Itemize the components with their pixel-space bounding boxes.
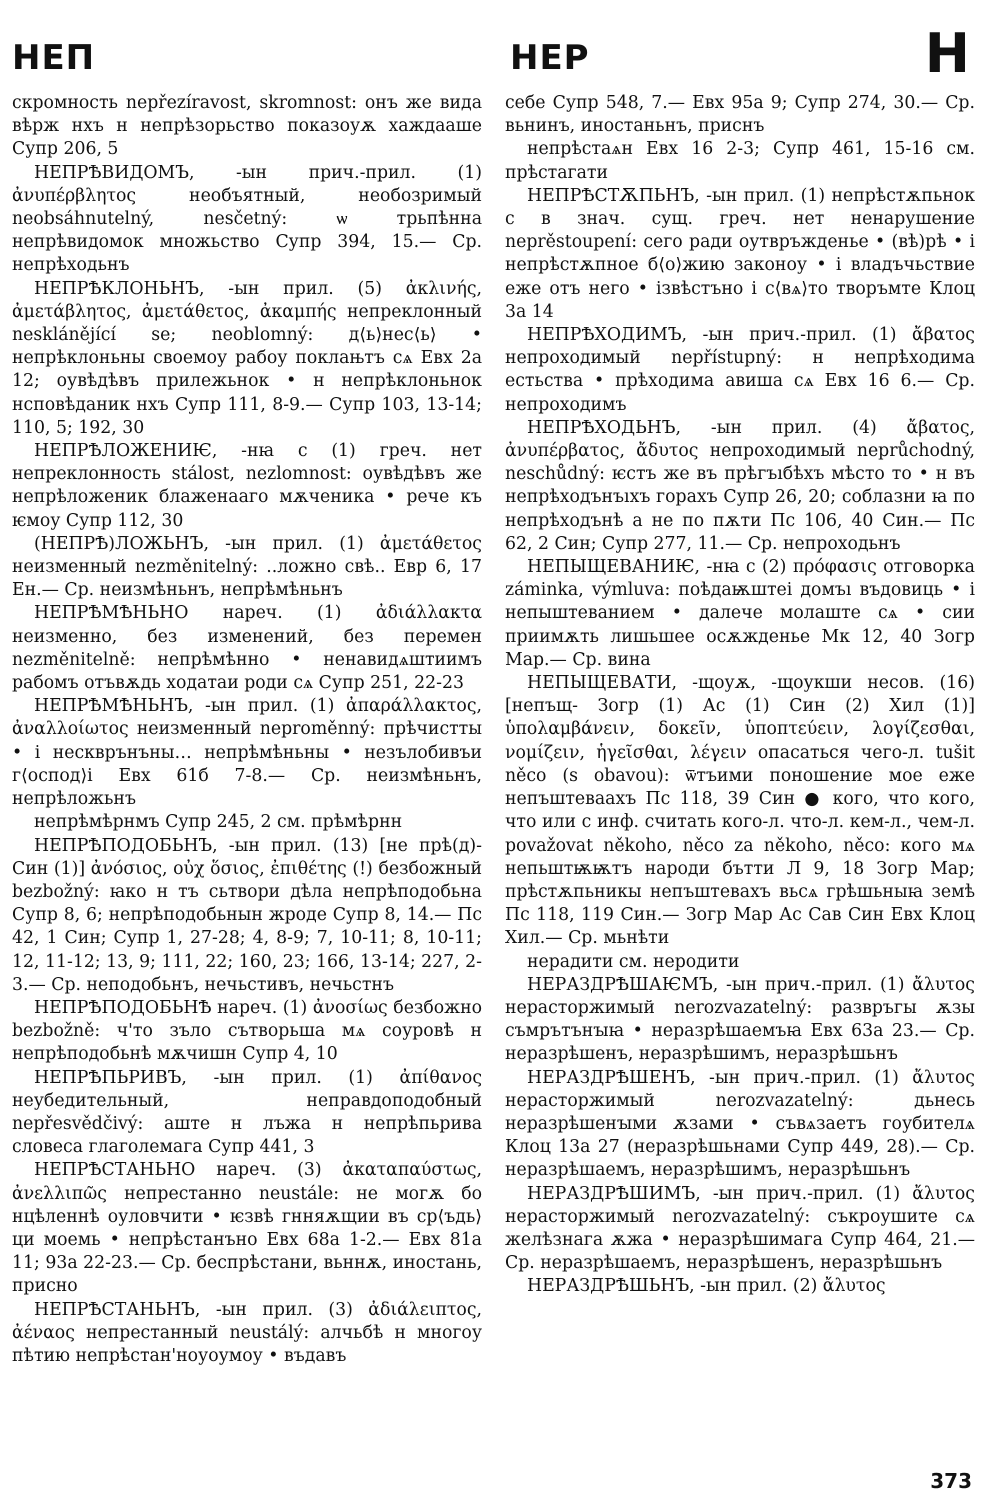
dictionary-entry: НЕПРѢСТѪПЬНЪ, -ын прил. (1) непрѣстѫпьнок с в знач. сущ. греч. нет ненарушение neprěstoupení: сего ради оутвръжденье • (вѣ)рѣ • і непрѣстѫпное б⟨о⟩жию законоу • і владъчьствие еже отъ него • ізвѣстъно і с⟨вѧ⟩то творъмте Клоц 3а 14 <box>505 185 975 322</box>
dictionary-entry: НЕПРѢМѢНЬНО нареч. (1) ἀδιάλλακτα неизменно, без изменений, без перемен nezměnitelně: непрѣмѣнно • ненавидѧштиимъ рабомъ отъвѫдь ходатаи роди сѧ Супр 251, 22-23 <box>12 603 482 694</box>
dictionary-entry: нерадити см. неродити <box>527 951 740 972</box>
dictionary-entry: непрѣмѣрнмъ Супр 245, 2 см. прѣмѣрнн <box>34 812 403 833</box>
dictionary-entry: НЕПРѢКЛОНЬНЪ, -ын прил. (5) ἀκλινής, ἀμετάβλητος, ἀμετάθετος, ἀκαμπής непреклонный neskláněјící se; neoblomný: д⟨ь⟩нес⟨ь⟩ • непрѣклоньны своемоу рабоу поклањтъ сѧ Евх 2а 12; оувѣдѣвъ прилежьнок • н непрѣклоньнок нсповѣданик нхъ Супр 111, 8-9.— Супр 103, 13-14; 110, 5; 192, 30 <box>12 278 482 438</box>
dictionary-entry: НЕПРѢСТАНЬНО нареч. (3) ἀκαταπαύστως, ἀνελλιπῶς непрестанно neustále: не могѫ бо нцѣленнѣ оуловчити • ѥзвѣ гнняѫщии въ ср⟨ъдь⟩ци моемь • непрѣстанъно Евх 68а 1-2.— Евх 81а 11; 93а 22-23.— Ср. беспрѣстани, вьннѫ, иностань, присно <box>12 1160 482 1297</box>
right-column <box>505 92 975 1299</box>
page-header <box>0 18 1000 98</box>
dictionary-entry: скромность nepřezíravost, skromnost: онъ же вида вѣрж нхъ н непрѣзорьство показоуѫ хаждааше Супр 206, 5 <box>12 93 482 160</box>
section-letter: Н <box>924 22 970 85</box>
dictionary-entry: НЕПРѢХОДИМЪ, -ын прич.-прил. (1) ἄβατος непроходимый nepřístupný: н непрѣходима естьства • прѣходима авиша сѧ Евх 16 6.— Ср. непроходимъ <box>505 325 975 415</box>
dictionary-entry: НЕПРѢХОДЬНЪ, -ын прил. (4) ἄβατος, ἀνυπέρβατος, ἄδυτος непроходимый neprůchodný, neschůdný: ѥстъ же въ прѣгъıбѣхъ мѣсто то • н въ непрѣходънъıхъ горахъ Супр 26, 20; соблазни ꙗ по непрѣходънѣ а не по пѫти Пс 106, 40 Син.— Пс 62, 2 Син; Супр 277, 11.— Ср. непроходьнъ <box>505 417 975 554</box>
dictionary-entry: НЕПРѢМѢНЬНЪ, -ын прил. (1) ἀπαράλλακτος, ἀναλλοίωτος неизменный neproměnný: прѣчистты • і нескврънъны… непрѣмѣньны • незълобивъи г⟨оспод⟩і Евх 61б 7-8.— Ср. неизмѣньнъ, непрѣложьнъ <box>12 696 482 810</box>
dictionary-entry: НЕРАЗДРѢШЕНЪ, -ын прич.-прил. (1) ἄλυτος нерасторжимый nerozvazatelný: дьнесь неразрѣшенꙑми ѫзами • съвѧзаетъ гоубителѧ Клоц 13а 27 (неразрѣшьнами Супр 449, 28).— Ср. неразрѣшаемъ, неразрѣшимъ, неразрѣшьнъ <box>505 1067 975 1181</box>
dictionary-entry: (НЕПРѢ)ЛОЖЬНЪ, -ын прил. (1) ἀμετάθετος неизменный nezměnitelný: ..ложно свѣ.. Евр 6, 17 Ен.— Ср. неизмѣньнъ, непрѣмѣньнъ <box>12 533 482 601</box>
dictionary-entry: себе Супр 548, 7.— Евх 95а 9; Супр 274, 30.— Ср. вьнинъ, иностаньнъ, приснъ <box>505 93 975 137</box>
dictionary-entry: НЕПРѢПЬРИВЪ, -ын прил. (1) ἀπίθανος неубедительный, неправдоподобный nepřesvědčivý: аште н лъжа н непрѣпьрива словеса глаголемага Супр 441, 3 <box>12 1067 482 1158</box>
dictionary-entry: НЕПРѢЛОЖЕНИѤ, -нꙗ с (1) греч. нет непреклонность stálost, nezlomnost: оувѣдѣвъ же непрѣложеник блаженааго мѫченика • рече къ ѥмоу Супр 112, 30 <box>12 441 482 531</box>
dictionary-entry: НЕПЫЩЕВАТИ, -щоуѫ, -щоукши несов. (16) [непъщ- Зогр (1) Ас (1) Син (2) Хил (1)] ὑπολαμβάνειν, δοκεῖν, ὑποπτεύειν, λογίζεσθαι, νομίζειν, ἡγεῖσθαι, λέγειν опасаться чего-л. tušit něco (s obavou): ѿтъими поношение мое еже непъштеваахъ Пс 118, 39 Син ● кого, что кого, что или с инф. считать кого-л. что-л. кем-л., чем-л. považovat někoho, něco za někoho, něco: кого мѧ непьштѭѭтъ народи бътти Л 9, 18 Зогр Мар; прѣстѫпьникы непъштевахъ вьсѧ грѣшьныꙗ земѣ Пс 118, 119 Син.— Зогр Мар Ас Сав Син Евх Клоц Хил.— Ср. мьнѣти <box>505 673 975 949</box>
dictionary-entry: НЕПЫЩЕВАНИѤ, -нꙗ с (2) πρόφασις отговорка záminka, výmluva: поѣдаѭштеі домъı въдовиць • і непыштеванием • далече молаштe сѧ • сии приимѫть лишьшее осѫжденье Мк 12, 40 Зогр Мар.— Ср. вина <box>505 557 975 670</box>
dictionary-entry: НЕПРѢСТАНЬНЪ, -ын прил. (3) ἀδιάλειπτος, ἀέναος непрестанный neustálý: алчьбѣ н многоу пѣтию непрѣстан'ноуоумоу • въдавъ <box>12 1299 482 1366</box>
dictionary-entry: НЕПРѢПОДОБЬНЪ, -ын прил. (13) [не прѣ(д)- Син (1)] ἀνόσιος, οὐχ ὅσιος, ἐπιθέτης (!) безбожный bezbožný: ꙗко н тъ сьтвори дѣла непрѣподобьна Супр 8, 6; непрѣподобьнын жроде Супр 8, 14.— Пс 42, 1 Син; Супр 1, 27-28; 4, 8-9; 7, 10-11; 8, 10-11; 12, 11-12; 13, 9; 111, 22; 160, 23; 166, 13-14; 227, 2-3.— Ср. неподобьнъ, нечьстивъ, нечьстнъ <box>12 835 482 995</box>
left-column <box>12 92 482 1368</box>
dictionary-entry: непрѣстаѧн Евх 16 2-3; Супр 461, 15-16 см. прѣстагати <box>505 139 975 183</box>
running-head-right: НЕР <box>510 38 590 78</box>
dictionary-entry: НЕПРѢПОДОБЬНѢ нареч. (1) ἀνοσίως безбожно bezbožně: ч'то зъло сътворьша мѧ соуровѣ н непрѣподобьнѣ мѫчишн Супр 4, 10 <box>12 997 482 1065</box>
dictionary-entry: НЕПРѢВИДОМЪ, -ын прич.-прил. (1) ἀνυπέρβλητος необъятный, необозримый neobsáhnutelný, nesčetný: ѡ трьпѣнна непрѣвидомок множьство Супр 394, 15.— Ср. непрѣходьнъ <box>12 162 482 276</box>
dictionary-entry: НЕРАЗДРѢШИМЪ, -ын прич.-прил. (1) ἄλυτος нерасторжимый nerozvazatelný: съкроушите сѧ желѣзнага ѫжа • неразрѣшимага Супр 464, 21.— Ср. неразрѣшаемъ, неразрѣшенъ, неразрѣшьнъ <box>505 1183 975 1274</box>
running-head-left: НЕП <box>12 38 96 78</box>
dictionary-entry: НЕРАЗДРѢШАѤМЪ, -ын прич.-прил. (1) ἄλυτος нерасторжимый nerozvazatelný: развръгы ѫзы съмрътънꙑꙗ • неразрѣшаемъꙗ Евх 63а 23.— Ср. неразрѣшенъ, неразрѣшимъ, неразрѣшьнъ <box>505 974 975 1065</box>
dictionary-entry: НЕРАЗДРѢШЬНЪ, -ын прил. (2) ἄλυτος <box>527 1276 886 1297</box>
page-number: 373 <box>930 1469 972 1493</box>
